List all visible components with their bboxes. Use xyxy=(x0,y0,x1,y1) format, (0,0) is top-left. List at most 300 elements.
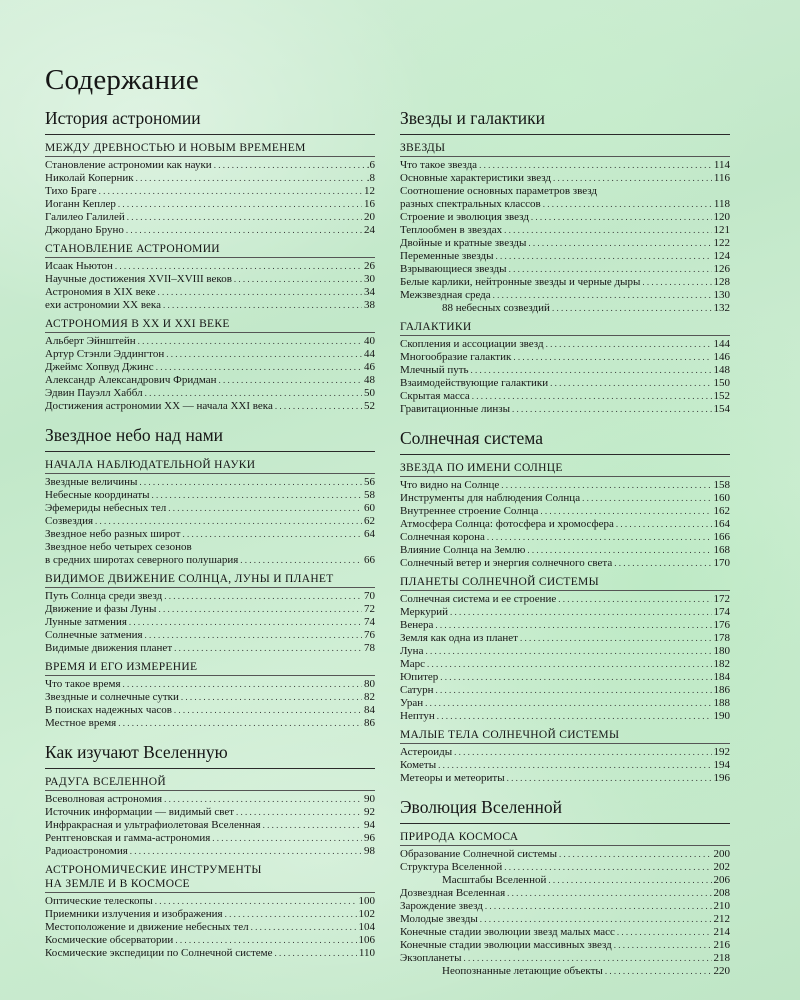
subsection-title-line2: НА ЗЕМЛЕ И В КОСМОСЕ xyxy=(45,878,190,890)
toc-entry-title: Млечный путь xyxy=(400,364,469,376)
subsection-rule xyxy=(45,156,375,157)
subsection-title: ВРЕМЯ И ЕГО ИЗМЕРЕНИЕ xyxy=(45,661,198,673)
dot-leader xyxy=(145,629,362,642)
toc-entry-title: Что видно на Солнце xyxy=(400,479,500,491)
toc-entry-list xyxy=(400,338,730,416)
toc-entry-title: Что такое звезда xyxy=(400,159,478,171)
toc-entry[interactable] xyxy=(400,351,730,364)
toc-entry-page: 24 xyxy=(364,224,375,236)
toc-entry-title: в средних широтах северного полушария xyxy=(45,554,239,566)
toc-entry-title: Джеймс Хопвуд Джинс xyxy=(45,361,154,373)
toc-right-column xyxy=(400,108,730,978)
toc-entry[interactable] xyxy=(45,387,375,400)
toc-entry-title: Атмосфера Солнца: фотосфера и хромосфера xyxy=(400,518,614,530)
toc-entry-page: 16 xyxy=(364,198,375,210)
toc-entry[interactable] xyxy=(400,710,730,723)
toc-entry-title: Солнечные затмения xyxy=(45,629,143,641)
subsection-rule xyxy=(400,743,730,744)
toc-entry-title: Космические обсерватории xyxy=(45,934,174,946)
toc-entry[interactable] xyxy=(45,793,375,806)
toc-entry[interactable] xyxy=(400,237,730,250)
dot-leader xyxy=(501,479,711,492)
toc-entry-title: Меркурий xyxy=(400,606,448,618)
toc-entry-page: 164 xyxy=(713,518,730,530)
toc-entry[interactable] xyxy=(400,250,730,263)
toc-entry-title: Многообразие галактик xyxy=(400,351,512,363)
toc-entry[interactable] xyxy=(400,518,730,531)
toc-entry-title: Венера xyxy=(400,619,434,631)
toc-entry-page: 100 xyxy=(358,895,375,907)
toc-entry-page: 118 xyxy=(713,198,730,210)
dot-leader xyxy=(182,528,362,541)
dot-leader xyxy=(528,237,711,250)
toc-entry-page: 62 xyxy=(364,515,375,527)
toc-entry[interactable] xyxy=(45,934,375,947)
dot-leader xyxy=(504,224,711,237)
dot-leader xyxy=(234,273,362,286)
toc-entry-title: Рентгеновская и гамма-астрономия xyxy=(45,832,211,844)
dot-leader xyxy=(605,965,712,978)
dot-leader xyxy=(218,374,362,387)
toc-subsection xyxy=(45,863,375,960)
dot-leader xyxy=(548,874,711,887)
toc-entry[interactable] xyxy=(400,606,730,619)
dot-leader xyxy=(275,400,362,413)
subsection-title: СТАНОВЛЕНИЕ АСТРОНОМИИ xyxy=(45,243,220,255)
dot-leader xyxy=(546,338,712,351)
dot-leader xyxy=(540,505,711,518)
toc-entry[interactable] xyxy=(400,224,730,237)
toc-entry[interactable] xyxy=(45,198,375,211)
toc-entry-title: Образование Солнечной системы xyxy=(400,848,557,860)
toc-entry[interactable] xyxy=(400,848,730,861)
subsection-title: ЗВЕЗДА ПО ИМЕНИ СОЛНЦЕ xyxy=(400,462,563,474)
toc-entry[interactable] xyxy=(45,260,375,273)
toc-entry[interactable] xyxy=(45,845,375,858)
dot-leader xyxy=(472,390,712,403)
toc-entry-title: Сатурн xyxy=(400,684,434,696)
toc-entry-page: 26 xyxy=(364,260,375,272)
dot-leader xyxy=(145,387,362,400)
toc-entry-page: 104 xyxy=(358,921,375,933)
subsection-title: МЕЖДУ ДРЕВНОСТЬЮ И НОВЫМ ВРЕМЕНЕМ xyxy=(45,142,306,154)
dot-leader xyxy=(642,276,711,289)
toc-entry-page: 76 xyxy=(364,629,375,641)
dot-leader xyxy=(158,603,362,616)
toc-entry[interactable] xyxy=(400,544,730,557)
toc-entry[interactable] xyxy=(400,658,730,671)
toc-entry-page: 70 xyxy=(364,590,375,602)
toc-entry-page: 90 xyxy=(364,793,375,805)
toc-entry[interactable] xyxy=(400,185,730,198)
toc-entry[interactable] xyxy=(400,645,730,658)
toc-entry-title: Взаимодействующие галактики xyxy=(400,377,549,389)
toc-entry-title: Артур Стэнли Эддингтон xyxy=(45,348,165,360)
toc-entry-page: 188 xyxy=(713,697,730,709)
toc-entry-list xyxy=(45,260,375,312)
toc-entry[interactable] xyxy=(400,211,730,224)
dot-leader xyxy=(274,947,356,960)
toc-entry[interactable] xyxy=(400,632,730,645)
toc-entry[interactable] xyxy=(45,502,375,515)
toc-entry[interactable] xyxy=(45,554,375,567)
subsection-title: РАДУГА ВСЕЛЕННОЙ xyxy=(45,776,166,788)
toc-subsection xyxy=(45,458,375,567)
toc-entry[interactable] xyxy=(400,390,730,403)
toc-entry[interactable] xyxy=(45,374,375,387)
dot-leader xyxy=(550,377,711,390)
toc-entry[interactable] xyxy=(45,603,375,616)
toc-entry-list xyxy=(45,895,375,960)
toc-entry[interactable] xyxy=(400,746,730,759)
toc-entry[interactable] xyxy=(45,819,375,832)
dot-leader xyxy=(136,172,365,185)
toc-entry[interactable] xyxy=(45,832,375,845)
toc-entry[interactable] xyxy=(400,364,730,377)
toc-entry[interactable] xyxy=(400,492,730,505)
toc-entry-page: 114 xyxy=(713,159,730,171)
toc-entry[interactable] xyxy=(45,678,375,691)
toc-entry[interactable] xyxy=(45,616,375,629)
toc-entry[interactable] xyxy=(45,895,375,908)
toc-entry[interactable] xyxy=(45,806,375,819)
dot-leader xyxy=(487,531,712,544)
dot-leader xyxy=(263,819,362,832)
toc-entry[interactable] xyxy=(45,335,375,348)
dot-leader xyxy=(139,476,362,489)
dot-leader xyxy=(520,632,712,645)
toc-entry-list xyxy=(45,678,375,730)
toc-entry[interactable] xyxy=(45,717,375,730)
dot-leader xyxy=(495,250,711,263)
dot-leader xyxy=(435,684,711,697)
toc-entry-page: 116 xyxy=(713,172,730,184)
toc-entry[interactable] xyxy=(45,908,375,921)
toc-entry-page: 66 xyxy=(364,554,375,566)
toc-entry-page: 186 xyxy=(713,684,730,696)
toc-entry-page: 58 xyxy=(364,489,375,501)
toc-entry[interactable] xyxy=(400,926,730,939)
toc-entry-page: 214 xyxy=(713,926,730,938)
dot-leader xyxy=(507,887,711,900)
toc-entry-list xyxy=(45,476,375,567)
toc-entry-title: Теплообмен в звездах xyxy=(400,224,503,236)
section-title: История астрономии xyxy=(45,108,375,135)
toc-entry[interactable] xyxy=(45,476,375,489)
toc-entry-title: ехи астрономии XX века xyxy=(45,299,161,311)
subsection-rule xyxy=(45,473,375,474)
toc-entry[interactable] xyxy=(45,515,375,528)
toc-entry-title: Конечные стадии эволюции массивных звезд xyxy=(400,939,612,951)
toc-entry-title: Зарождение звезд xyxy=(400,900,483,912)
toc-entry[interactable] xyxy=(45,629,375,642)
toc-entry[interactable] xyxy=(45,541,375,554)
toc-entry[interactable] xyxy=(400,759,730,772)
toc-entry-page: 30 xyxy=(364,273,375,285)
toc-entry-page: 50 xyxy=(364,387,375,399)
toc-entry[interactable] xyxy=(45,211,375,224)
toc-section xyxy=(45,425,375,730)
toc-entry[interactable] xyxy=(45,361,375,374)
toc-entry-page: 126 xyxy=(713,263,730,275)
toc-entry-page: 124 xyxy=(713,250,730,262)
dot-leader xyxy=(127,211,362,224)
toc-entry-page: 52 xyxy=(364,400,375,412)
toc-entry-list xyxy=(45,159,375,237)
toc-entry[interactable] xyxy=(400,198,730,211)
toc-entry-title: Что такое время xyxy=(45,678,121,690)
toc-entry[interactable] xyxy=(400,289,730,302)
dot-leader xyxy=(614,557,711,570)
subsection-title: ГАЛАКТИКИ xyxy=(400,321,472,333)
toc-entry[interactable] xyxy=(45,704,375,717)
toc-subsection xyxy=(45,775,375,858)
dot-leader xyxy=(164,590,362,603)
dot-leader xyxy=(163,299,362,312)
toc-entry[interactable] xyxy=(45,947,375,960)
toc-entry[interactable] xyxy=(400,531,730,544)
dot-leader xyxy=(512,403,711,416)
toc-entry-page: 44 xyxy=(364,348,375,360)
dot-leader xyxy=(130,845,362,858)
toc-entry-page: 132 xyxy=(713,302,730,314)
dot-leader xyxy=(582,492,711,505)
toc-entry-page: 172 xyxy=(713,593,730,605)
subsection-rule xyxy=(400,476,730,477)
toc-entry[interactable] xyxy=(400,952,730,965)
toc-subsection xyxy=(45,141,375,237)
toc-entry[interactable] xyxy=(45,299,375,312)
subsection-rule xyxy=(45,587,375,588)
toc-entry-title: Джордано Бруно xyxy=(45,224,124,236)
dot-leader xyxy=(493,289,712,302)
toc-entry-title: Инструменты для наблюдения Солнца xyxy=(400,492,581,504)
toc-entry-page: 150 xyxy=(713,377,730,389)
dot-leader xyxy=(437,710,712,723)
dot-leader xyxy=(129,616,362,629)
toc-entry-page: 190 xyxy=(713,710,730,722)
toc-entry-title: Становление астрономии как науки xyxy=(45,159,212,171)
toc-entry-title: Местоположение и движение небесных тел xyxy=(45,921,249,933)
toc-entry[interactable] xyxy=(45,224,375,237)
toc-entry[interactable] xyxy=(400,887,730,900)
section-title: Эволюция Вселенной xyxy=(400,797,730,824)
section-title: Звезды и галактики xyxy=(400,108,730,135)
toc-entry[interactable] xyxy=(45,528,375,541)
dot-leader xyxy=(471,364,712,377)
toc-entry[interactable] xyxy=(400,263,730,276)
toc-entry-page: 152 xyxy=(713,390,730,402)
toc-subsection xyxy=(400,461,730,570)
dot-leader xyxy=(158,286,362,299)
toc-entry[interactable] xyxy=(45,348,375,361)
toc-entry-list xyxy=(400,479,730,570)
toc-entry-list xyxy=(45,793,375,858)
toc-entry-title: Астероиды xyxy=(400,746,453,758)
toc-entry-title: Соотношение основных параметров звезд xyxy=(400,185,598,197)
toc-entry-title: Радиоастрономия xyxy=(45,845,128,857)
toc-entry-page: 208 xyxy=(713,887,730,899)
toc-entry-list xyxy=(45,335,375,413)
toc-entry-page: 120 xyxy=(713,211,730,223)
toc-entry[interactable] xyxy=(400,479,730,492)
toc-entry-page: 34 xyxy=(364,286,375,298)
toc-entry-title: Луна xyxy=(400,645,424,657)
toc-entry[interactable] xyxy=(45,159,375,172)
toc-entry-list xyxy=(45,590,375,655)
toc-entry-page: 46 xyxy=(364,361,375,373)
toc-entry-page: 184 xyxy=(713,671,730,683)
toc-entry-page: 78 xyxy=(364,642,375,654)
dot-leader xyxy=(440,671,711,684)
toc-entry[interactable] xyxy=(45,286,375,299)
toc-entry-page: 110 xyxy=(358,947,375,959)
toc-entry-page: 166 xyxy=(713,531,730,543)
dot-leader xyxy=(454,746,711,759)
toc-entry-page: 210 xyxy=(713,900,730,912)
toc-entry-title: Кометы xyxy=(400,759,437,771)
toc-entry[interactable] xyxy=(400,913,730,926)
subsection-rule xyxy=(45,892,375,893)
toc-subsection xyxy=(45,242,375,312)
toc-entry[interactable] xyxy=(45,489,375,502)
dot-leader xyxy=(251,921,357,934)
dot-leader xyxy=(616,518,712,531)
toc-entry[interactable] xyxy=(45,172,375,185)
subsection-title: АСТРОНОМИЯ В XX И XXI ВЕКЕ xyxy=(45,318,230,330)
toc-entry-title: Переменные звезды xyxy=(400,250,494,262)
toc-section xyxy=(45,108,375,413)
dot-leader xyxy=(225,908,357,921)
toc-entry[interactable] xyxy=(400,772,730,785)
toc-entry-title: Александр Александрович Фридман xyxy=(45,374,217,386)
dot-leader xyxy=(614,939,712,952)
toc-subsection xyxy=(400,728,730,785)
subsection-title: АСТРОНОМИЧЕСКИЕ ИНСТРУМЕНТЫ xyxy=(45,864,262,876)
toc-entry[interactable] xyxy=(45,590,375,603)
toc-entry[interactable] xyxy=(400,593,730,606)
toc-entry-title: Иоганн Кеплер xyxy=(45,198,116,210)
toc-subsection xyxy=(45,572,375,655)
toc-entry[interactable] xyxy=(400,338,730,351)
subsection-title: ЗВЕЗДЫ xyxy=(400,142,446,154)
toc-entry-title: Дозвездная Вселенная xyxy=(400,887,506,899)
toc-entry[interactable] xyxy=(400,697,730,710)
toc-entry-page: 170 xyxy=(713,557,730,569)
toc-entry[interactable] xyxy=(400,900,730,913)
subsection-title: НАЧАЛА НАБЛЮДАТЕЛЬНОЙ НАУКИ xyxy=(45,459,256,471)
dot-leader xyxy=(558,593,711,606)
toc-entry-list xyxy=(400,593,730,723)
toc-entry-page: 146 xyxy=(713,351,730,363)
toc-entry-title: Уран xyxy=(400,697,424,709)
dot-leader xyxy=(463,952,711,965)
toc-entry-title: Звездные величины xyxy=(45,476,138,488)
toc-entry-title: Конечные стадии эволюции звезд малых масс xyxy=(400,926,615,938)
toc-entry-title: Юпитер xyxy=(400,671,439,683)
toc-entry[interactable] xyxy=(400,671,730,684)
dot-leader xyxy=(236,806,362,819)
toc-entry[interactable] xyxy=(45,400,375,413)
toc-entry-title: Экзопланеты xyxy=(400,952,462,964)
toc-entry-page: 92 xyxy=(364,806,375,818)
toc-entry-page: 160 xyxy=(713,492,730,504)
toc-entry[interactable] xyxy=(400,965,730,978)
toc-entry[interactable] xyxy=(400,172,730,185)
toc-entry-page: .6 xyxy=(366,159,375,171)
subsection-title: ПРИРОДА КОСМОСА xyxy=(400,831,519,843)
dot-leader xyxy=(155,895,357,908)
toc-subsection xyxy=(400,141,730,315)
toc-entry[interactable] xyxy=(400,619,730,632)
dot-leader xyxy=(174,704,362,717)
toc-entry[interactable] xyxy=(400,403,730,416)
toc-entry[interactable] xyxy=(400,874,730,887)
toc-entry-title: Скрытая масса xyxy=(400,390,470,402)
toc-entry-title: Нептун xyxy=(400,710,435,722)
toc-entry[interactable] xyxy=(400,276,730,289)
toc-entry-title: Гравитационные линзы xyxy=(400,403,511,415)
toc-section xyxy=(400,428,730,785)
toc-entry[interactable] xyxy=(45,921,375,934)
toc-entry-page: 12 xyxy=(364,185,375,197)
dot-leader xyxy=(166,348,362,361)
toc-entry[interactable] xyxy=(400,377,730,390)
subsection-title: МАЛЫЕ ТЕЛА СОЛНЕЧНОЙ СИСТЕМЫ xyxy=(400,729,620,741)
dot-leader xyxy=(168,502,362,515)
toc-entry[interactable] xyxy=(400,684,730,697)
toc-entry-page: 144 xyxy=(713,338,730,350)
dot-leader xyxy=(513,351,711,364)
toc-entry[interactable] xyxy=(45,642,375,655)
toc-entry-page: 94 xyxy=(364,819,375,831)
toc-entry-title: Николай Коперник xyxy=(45,172,134,184)
toc-entry[interactable] xyxy=(45,691,375,704)
toc-entry-title: Оптические телескопы xyxy=(45,895,153,907)
dot-leader xyxy=(527,544,711,557)
toc-entry-page: 130 xyxy=(713,289,730,301)
toc-entry-page: 82 xyxy=(364,691,375,703)
toc-entry-list xyxy=(400,159,730,315)
dot-leader xyxy=(175,934,356,947)
toc-entry[interactable] xyxy=(400,557,730,570)
section-title: Солнечная система xyxy=(400,428,730,455)
toc-entry[interactable] xyxy=(400,939,730,952)
toc-entry-page: 122 xyxy=(713,237,730,249)
toc-entry-title: Внутреннее строение Солнца xyxy=(400,505,539,517)
toc-entry-title: Исаак Ньютон xyxy=(45,260,113,272)
toc-entry[interactable] xyxy=(45,273,375,286)
toc-entry-title: Солнечная корона xyxy=(400,531,485,543)
toc-entry[interactable] xyxy=(400,861,730,874)
toc-entry[interactable] xyxy=(45,185,375,198)
subsection-title: ВИДИМОЕ ДВИЖЕНИЕ СОЛНЦА, ЛУНЫ И ПЛАНЕТ xyxy=(45,573,334,585)
toc-entry-list xyxy=(400,848,730,978)
toc-section xyxy=(45,742,375,960)
dot-leader xyxy=(438,759,711,772)
toc-entry[interactable] xyxy=(400,302,730,315)
dot-leader xyxy=(212,832,362,845)
dot-leader xyxy=(435,619,711,632)
page-title: Содержание xyxy=(45,64,199,96)
toc-entry-page: 98 xyxy=(364,845,375,857)
dot-leader xyxy=(174,642,362,655)
toc-entry[interactable] xyxy=(400,505,730,518)
dot-leader xyxy=(425,697,711,710)
subsection-title: ПЛАНЕТЫ СОЛНЕЧНОЙ СИСТЕМЫ xyxy=(400,576,599,588)
toc-entry-title: Масштабы Вселенной xyxy=(442,874,547,886)
toc-entry[interactable] xyxy=(400,159,730,172)
